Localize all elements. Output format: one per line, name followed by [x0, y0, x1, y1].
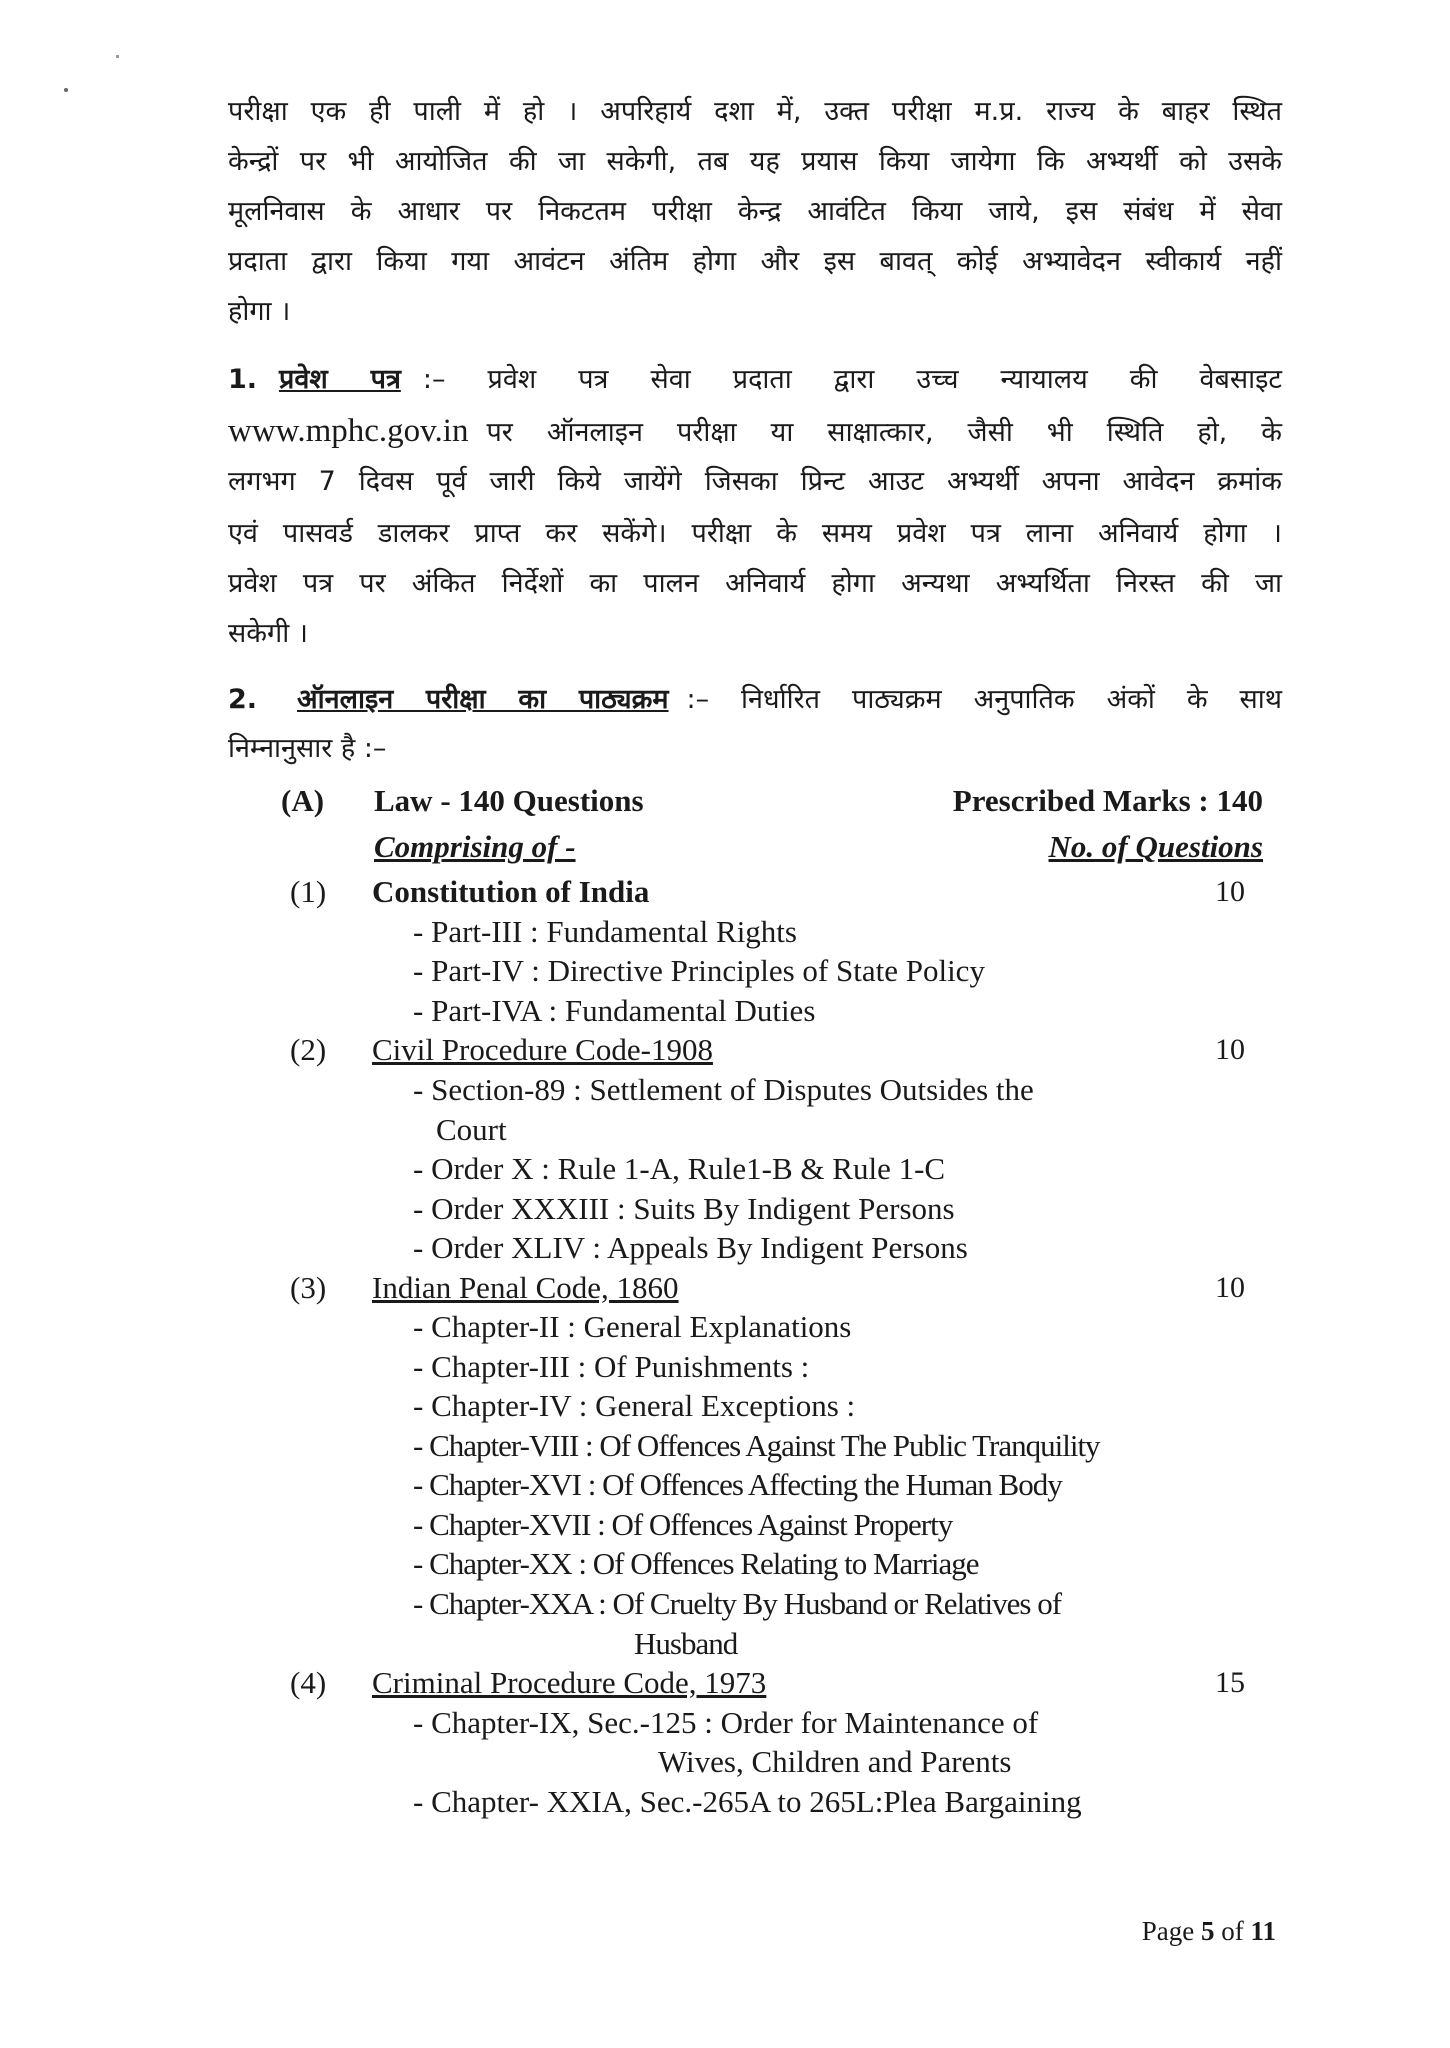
topic-question-count: 15: [1215, 1666, 1245, 1699]
topic-title: Constitution of India: [372, 874, 650, 909]
page-number-footer: [1142, 1916, 1276, 1947]
topic-subitem: - Chapter-XXA : Of Cruelty By Husband or Relatives of: [413, 1586, 1062, 1621]
topic-subitem: - Chapter- XXIA, Sec.-265A to 265L:Plea Bargaining: [413, 1784, 1082, 1819]
scan-speck: [64, 88, 68, 92]
part-title: Law - 140 Questions: [374, 783, 644, 818]
section-2-heading: ऑनलाइन परीक्षा का पाठ्यक्रम: [297, 684, 669, 715]
topic-subitem: - Chapter-XVII : Of Offences Against Property: [413, 1507, 953, 1542]
section-2-number: 2.: [228, 684, 258, 715]
website-link[interactable]: www.mphc.gov.in: [228, 413, 469, 449]
topic-index: (4): [290, 1665, 327, 1700]
section-1-line-1: [228, 360, 1282, 400]
topic-subitem: - Chapter-IV : General Exceptions :: [413, 1388, 856, 1423]
section-2-line-2: निम्नानुसार है :–: [228, 733, 387, 764]
topic-subitem: - Part-IVA : Fundamental Duties: [413, 993, 816, 1028]
topic-question-count: 10: [1215, 1033, 1245, 1066]
topic-subitem: - Chapter-XVI : Of Offences Affecting the Human Body: [413, 1467, 1062, 1502]
section-1-number: 1.: [228, 364, 258, 395]
topic-subitem: - Chapter-III : Of Punishments :: [413, 1349, 810, 1384]
section-1-line-2: [228, 411, 1282, 453]
topic-subitem: - Part-III : Fundamental Rights: [413, 914, 797, 949]
section-1-text: :– प्रवेश पत्र सेवा प्रदाता द्वारा उच्च न्यायालय की वेबसाइट: [422, 364, 1283, 395]
part-label: (A): [281, 783, 325, 818]
topic-index: (3): [290, 1270, 327, 1305]
topic-subitem: - Chapter-IX, Sec.-125 : Order for Maintenance of: [413, 1705, 1039, 1740]
section-1-heading: प्रवेश पत्र: [279, 364, 401, 395]
comprising-label: Comprising of -: [374, 829, 576, 864]
section-1-text: पर ऑनलाइन परीक्षा या साक्षात्कार, जैसी भी स्थिति हो, के: [486, 417, 1282, 448]
page-of-label: of: [1221, 1916, 1244, 1946]
paragraph-line: प्रदाता द्वारा किया गया आवंटन अंतिम होगा और इस बावत् कोई अभ्यावेदन स्वीकार्य नहीं: [228, 246, 1282, 277]
topic-subitem: - Chapter-II : General Explanations: [413, 1309, 852, 1344]
topic-subitem: - Order X : Rule 1-A, Rule1-B & Rule 1-C: [413, 1151, 946, 1186]
total-pages: 11: [1250, 1916, 1276, 1946]
paragraph-line: एवं पासवर्ड डालकर प्राप्त कर सकेंगे। परीक्षा के समय प्रवेश पत्र लाना अनिवार्य होगा ।: [228, 518, 1282, 549]
section-2-text: :– निर्धारित पाठ्यक्रम अनुपातिक अंकों के साथ: [686, 684, 1282, 715]
topic-subitem: - Order XLIV : Appeals By Indigent Persons: [413, 1230, 968, 1265]
topic-title: Criminal Procedure Code, 1973: [372, 1665, 767, 1700]
paragraph-line: प्रवेश पत्र पर अंकित निर्देशों का पालन अनिवार्य होगा अन्यथा अभ्यर्थिता निरस्त की जा: [228, 568, 1282, 599]
page-label: Page: [1141, 1916, 1195, 1946]
topic-subitem: - Part-IV : Directive Principles of State Policy: [413, 953, 985, 988]
topic-subitem: Wives, Children and Parents: [658, 1744, 1012, 1779]
paragraph-line: लगभग 7 दिवस पूर्व जारी किये जायेंगे जिसका प्रिन्ट आउट अभ्यर्थी अपना आवेदन क्रमांक: [228, 466, 1282, 497]
topic-question-count: 10: [1215, 1271, 1245, 1304]
topic-subitem: - Section-89 : Settlement of Disputes Outsides the: [413, 1072, 1034, 1107]
topic-subitem: Court: [436, 1112, 507, 1147]
current-page: 5: [1200, 1916, 1215, 1946]
scan-speck: [116, 55, 119, 58]
paragraph-line: परीक्षा एक ही पाली में हो । अपरिहार्य दशा में, उक्त परीक्षा म.प्र. राज्य के बाहर स्थित: [228, 96, 1282, 127]
questions-header: No. of Questions: [1048, 829, 1263, 864]
topic-subitem: - Chapter-VIII : Of Offences Against The Public Tranquility: [413, 1428, 1100, 1463]
topic-title: Civil Procedure Code-1908: [372, 1032, 713, 1067]
prescribed-marks: Prescribed Marks : 140: [952, 783, 1263, 818]
topic-index: (1): [290, 874, 327, 909]
topic-question-count: 10: [1215, 875, 1245, 908]
section-2-line-1: [228, 680, 1282, 720]
paragraph-line: केन्द्रों पर भी आयोजित की जा सकेगी, तब यह प्रयास किया जायेगा कि अभ्यर्थी को उसके: [228, 146, 1282, 177]
topic-title: Indian Penal Code, 1860: [372, 1270, 679, 1305]
topic-subitem: - Chapter-XX : Of Offences Relating to Marriage: [413, 1546, 979, 1581]
paragraph-line: होगा ।: [228, 296, 291, 327]
paragraph-line: मूलनिवास के आधार पर निकटतम परीक्षा केन्द्र आवंटित किया जाये, इस संबंध में सेवा: [228, 196, 1282, 227]
paragraph-line: सकेगी ।: [228, 618, 308, 649]
topic-index: (2): [290, 1032, 327, 1067]
topic-subitem: Husband: [634, 1626, 738, 1661]
topic-subitem: - Order XXXIII : Suits By Indigent Persons: [413, 1191, 955, 1226]
